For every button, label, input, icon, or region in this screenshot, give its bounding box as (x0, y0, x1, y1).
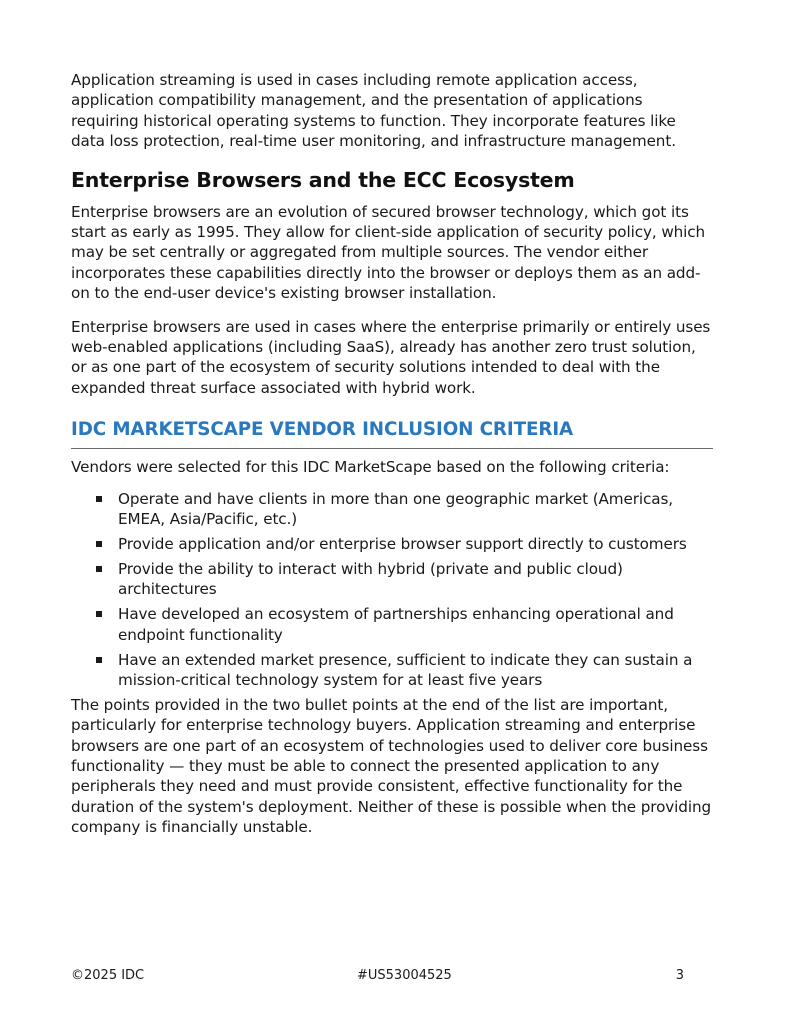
list-item-text: Provide the ability to interact with hybrid (private and public cloud) architectures (118, 559, 623, 599)
footer-page-number: 3 (675, 968, 684, 983)
list-item (71, 650, 713, 691)
list-item-text: Have developed an ecosystem of partnerships enhancing operational and endpoint functionality (118, 605, 674, 644)
enterprise-browsers-section (71, 166, 713, 399)
section-heading-enterprise-browsers: Enterprise Browsers and the ECC Ecosystem (71, 167, 575, 192)
intro-paragraph: Application streaming is used in cases including remote application access, application compatibility management, and the presentation of applications requiring historical operating systems to function. They incorporate features like data loss protection, real-time user monitoring, and infrastructure management. (71, 71, 676, 151)
list-item-text: Have an extended market presence, sufficient to indicate they can sustain a mission-critical technology system for at least five years (118, 650, 693, 689)
list-item (71, 489, 713, 530)
square-bullet-icon (96, 611, 102, 617)
document-body (71, 70, 713, 838)
criteria-heading: IDC MARKETSCAPE VENDOR INCLUSION CRITERIA (71, 419, 574, 441)
square-bullet-icon (96, 541, 102, 547)
enterprise-browsers-paragraph-1: Enterprise browsers are an evolution of secured browser technology, which got its start as early as 1995. They allow for client-side application of security policy, which may be set centrally or aggregated from multiple sources. The vendor either incorporates these capabilities directly into the browser or deploys them as an add-on to the end-user device's existing browser installation. (71, 202, 706, 303)
criteria-heading-rule (71, 418, 713, 449)
list-item (71, 534, 713, 554)
criteria-closing-paragraph: The points provided in the two bullet points at the end of the list are important, particularly for enterprise technology buyers. Application streaming and enterprise browsers are one part of an ecosystem of technologies used to deliver core business functionality — they must be able to connect the presented application to any peripherals they need and must provide consistent, effective functionality for the duration of the system's deployment. Neither of these is possible when the providing company is financially unstable. (71, 695, 712, 837)
square-bullet-icon (96, 496, 102, 502)
list-item-text: Provide application and/or enterprise browser support directly to customers (118, 535, 687, 553)
list-item (71, 604, 713, 645)
square-bullet-icon (96, 566, 102, 572)
list-item-text: Operate and have clients in more than one geographic market (Americas, EMEA, Asia/Pacific, etc.) (118, 489, 674, 529)
square-bullet-icon (96, 657, 102, 663)
list-item (71, 559, 713, 600)
criteria-list (71, 489, 713, 691)
footer-copyright: ©2025 IDC (71, 968, 145, 983)
enterprise-browsers-paragraph-2: Enterprise browsers are used in cases where the enterprise primarily or entirely uses web-enabled applications (including SaaS), already has another zero trust solution, or as one part of the ecosystem of security solutions intended to deal with the expanded threat surface associated with hybrid work. (71, 317, 711, 397)
page-footer (71, 967, 684, 987)
footer-document-id: #US53004525 (357, 968, 452, 983)
criteria-lead-paragraph: Vendors were selected for this IDC MarketScape based on the following criteria: (71, 458, 670, 477)
inclusion-criteria-section (71, 418, 713, 837)
